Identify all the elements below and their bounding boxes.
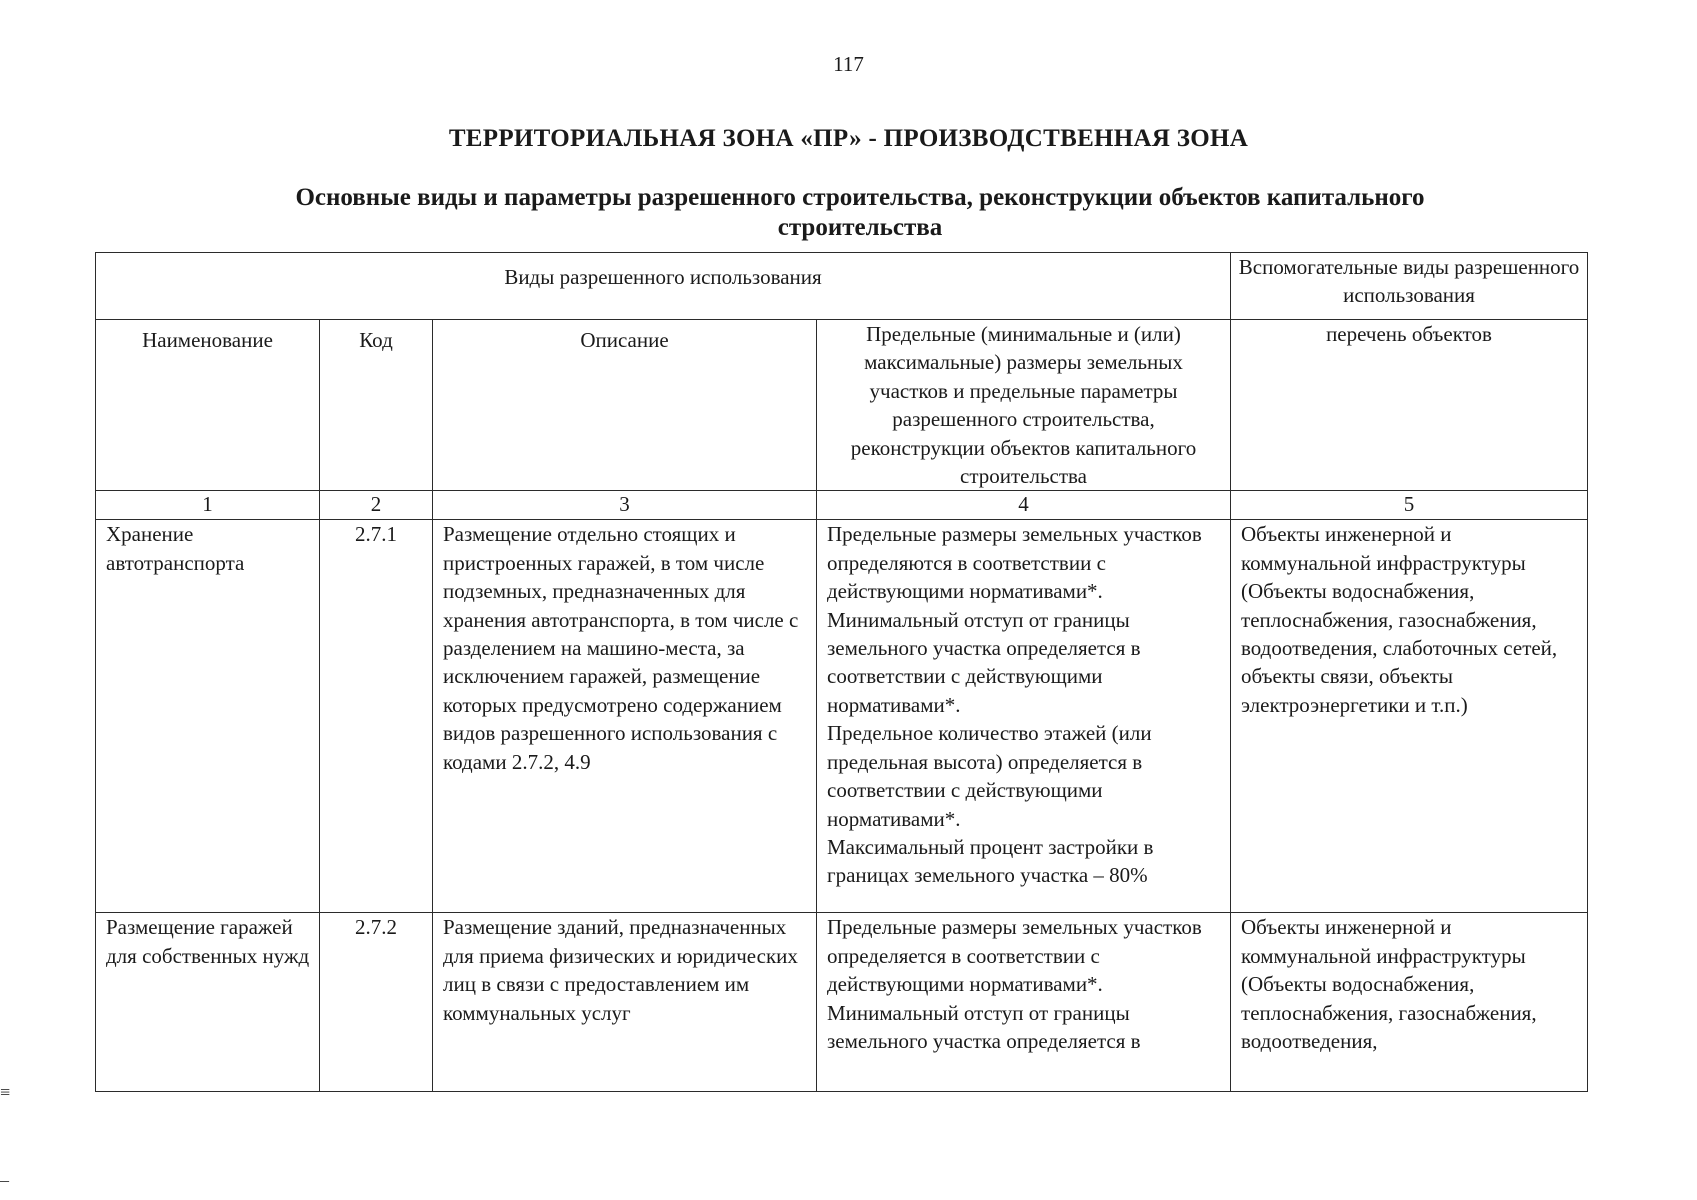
aux-header-cell: Вспомогательные виды разрешенного использования xyxy=(1231,253,1588,320)
row-description-cell: Размещение отдельно стоящих и пристроенных гаражей, в том числе подземных, предназначенных для хранения автотранспорта, в том числе с разделением на машино-места, за исключением гаражей, размещение которых предусмотрено содержанием видов разрешенного использования с кодами 2.7.2, 4.9 xyxy=(433,520,817,913)
scan-edge-mark: – xyxy=(0,1170,9,1190)
row-objects-cell: Объекты инженерной и коммунальной инфраструктуры (Объекты водоснабжения, теплоснабжения, газоснабжения, водоотведения, xyxy=(1231,913,1588,1092)
group-header-cell: Виды разрешенного использования xyxy=(96,253,1231,320)
row-name-cell: Размещение гаражей для собственных нужд xyxy=(96,913,320,1092)
column-header-limits: Предельные (минимальные и (или) максимальные) размеры земельных участков и предельные параметры разрешенного строительства, реконструкции объектов капитального строительства xyxy=(817,320,1231,491)
row-name-cell: Хранение автотранспорта xyxy=(96,520,320,913)
zone-title: ТЕРРИТОРИАЛЬНАЯ ЗОНА «ПР» - ПРОИЗВОДСТВЕННАЯ ЗОНА xyxy=(448,125,1249,152)
limits-paragraph: Минимальный отступ от границы земельного участка определяется в xyxy=(827,1000,1141,1054)
regulations-table xyxy=(95,252,1588,1092)
table-group-header-row xyxy=(96,253,1588,320)
column-header-name: Наименование xyxy=(96,320,320,491)
row-objects-cell: Объекты инженерной и коммунальной инфраструктуры (Объекты водоснабжения, теплоснабжения, газоснабжения, водоотведения, слаботочных сетей, объекты связи, объекты электроэнергетики и т.п.) xyxy=(1231,520,1588,913)
limits-paragraph: Предельное количество этажей (или предельная высота) определяется в соответствии с действующими нормативами*. xyxy=(827,721,1152,831)
page-number: 117 xyxy=(833,52,864,76)
row-code-cell: 2.7.2 xyxy=(320,913,433,1092)
subtitle-line-2: строительства xyxy=(777,214,943,241)
table-subtitle xyxy=(200,183,1520,243)
column-number-row xyxy=(96,491,1588,520)
row-code-cell: 2.7.1 xyxy=(320,520,433,913)
row-description-cell: Размещение зданий, предназначенных для приема физических и юридических лиц в связи с предоставлением им коммунальных услуг xyxy=(433,913,817,1092)
column-number: 3 xyxy=(433,491,817,520)
table-row xyxy=(96,520,1588,913)
limits-paragraph: Минимальный отступ от границы земельного участка определяется в соответствии с действующими нормативами*. xyxy=(827,607,1141,717)
column-header-objects: перечень объектов xyxy=(1231,320,1588,491)
limits-paragraph: Предельные размеры земельных участков определяется в соответствии с действующими нормативами*. xyxy=(827,915,1202,997)
column-number: 1 xyxy=(96,491,320,520)
row-limits-cell xyxy=(817,913,1231,1092)
table-column-header-row xyxy=(96,320,1588,491)
column-header-description: Описание xyxy=(433,320,817,491)
table-row xyxy=(96,913,1588,1092)
limits-paragraph: Предельные размеры земельных участков определяются в соответствии с действующими нормативами*. xyxy=(827,522,1202,604)
column-number: 5 xyxy=(1231,491,1588,520)
column-number: 2 xyxy=(320,491,433,520)
subtitle-line-1: Основные виды и параметры разрешенного строительства, реконструкции объектов капитального xyxy=(295,184,1425,211)
scan-edge-mark: ≡ xyxy=(0,1082,11,1102)
row-limits-cell xyxy=(817,520,1231,913)
limits-paragraph: Максимальный процент застройки в границах земельного участка – 80% xyxy=(827,834,1154,888)
column-number: 4 xyxy=(817,491,1231,520)
column-header-code: Код xyxy=(320,320,433,491)
